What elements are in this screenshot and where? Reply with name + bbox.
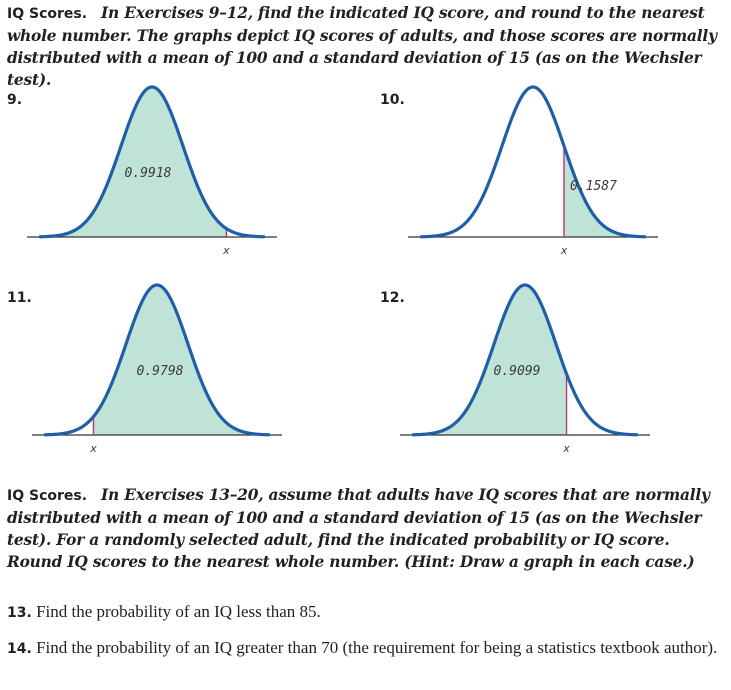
section-label-2: IQ Scores.: [7, 488, 88, 504]
section-heading-2: [7, 484, 725, 573]
problem-14-text: Find the probability of an IQ greater than 70 (the requirement for being a statistics textbook author).: [36, 638, 718, 657]
problem-13-text: Find the probability of an IQ less than 85.: [36, 602, 321, 621]
problem-13: [7, 601, 729, 624]
area-value-label: 0.9099: [493, 364, 541, 379]
area-value-label: 0.1587: [570, 179, 617, 195]
x-value-label: x: [90, 442, 97, 455]
area-value-label: 0.9918: [124, 166, 172, 181]
exercise-12-number: 12.: [380, 290, 405, 306]
area-value-label: 0.9798: [136, 364, 184, 379]
exercise-12-graph: [400, 278, 650, 468]
problem-14: [7, 637, 729, 660]
x-value-label: x: [223, 244, 230, 257]
section-heading-1: [7, 2, 725, 91]
x-value-label: x: [560, 244, 568, 257]
exercise-10-number: 10.: [380, 92, 405, 108]
exercise-11-number: 11.: [7, 290, 32, 306]
problem-13-number: 13.: [7, 605, 32, 621]
problem-14-number: 14.: [7, 641, 32, 657]
section-instructions-1: In Exercises 9–12, find the indicated IQ score, and round to the nearest whole number. The graphs depict IQ scores of adults, and those scores are normally distributed with a mean of 100 and a standard deviation of 15 (as on the Wechsler test).: [7, 4, 717, 89]
exercise-9-graph: [27, 80, 277, 270]
section-instructions-2: In Exercises 13–20, assume that adults have IQ scores that are normally distributed with a mean of 100 and a standard deviation of 15 (as on the Wechsler test). For a randomly selected adult, find the indicated probability or IQ score. Round IQ scores to the nearest whole number. (Hint: Draw a graph in each case.): [7, 486, 710, 571]
x-value-label: x: [563, 442, 570, 455]
normal-curve: [421, 87, 644, 237]
exercise-9-number: 9.: [7, 92, 23, 108]
exercise-10-graph: [408, 80, 658, 270]
exercise-11-graph: [32, 278, 282, 468]
section-label-1: IQ Scores.: [7, 6, 88, 22]
